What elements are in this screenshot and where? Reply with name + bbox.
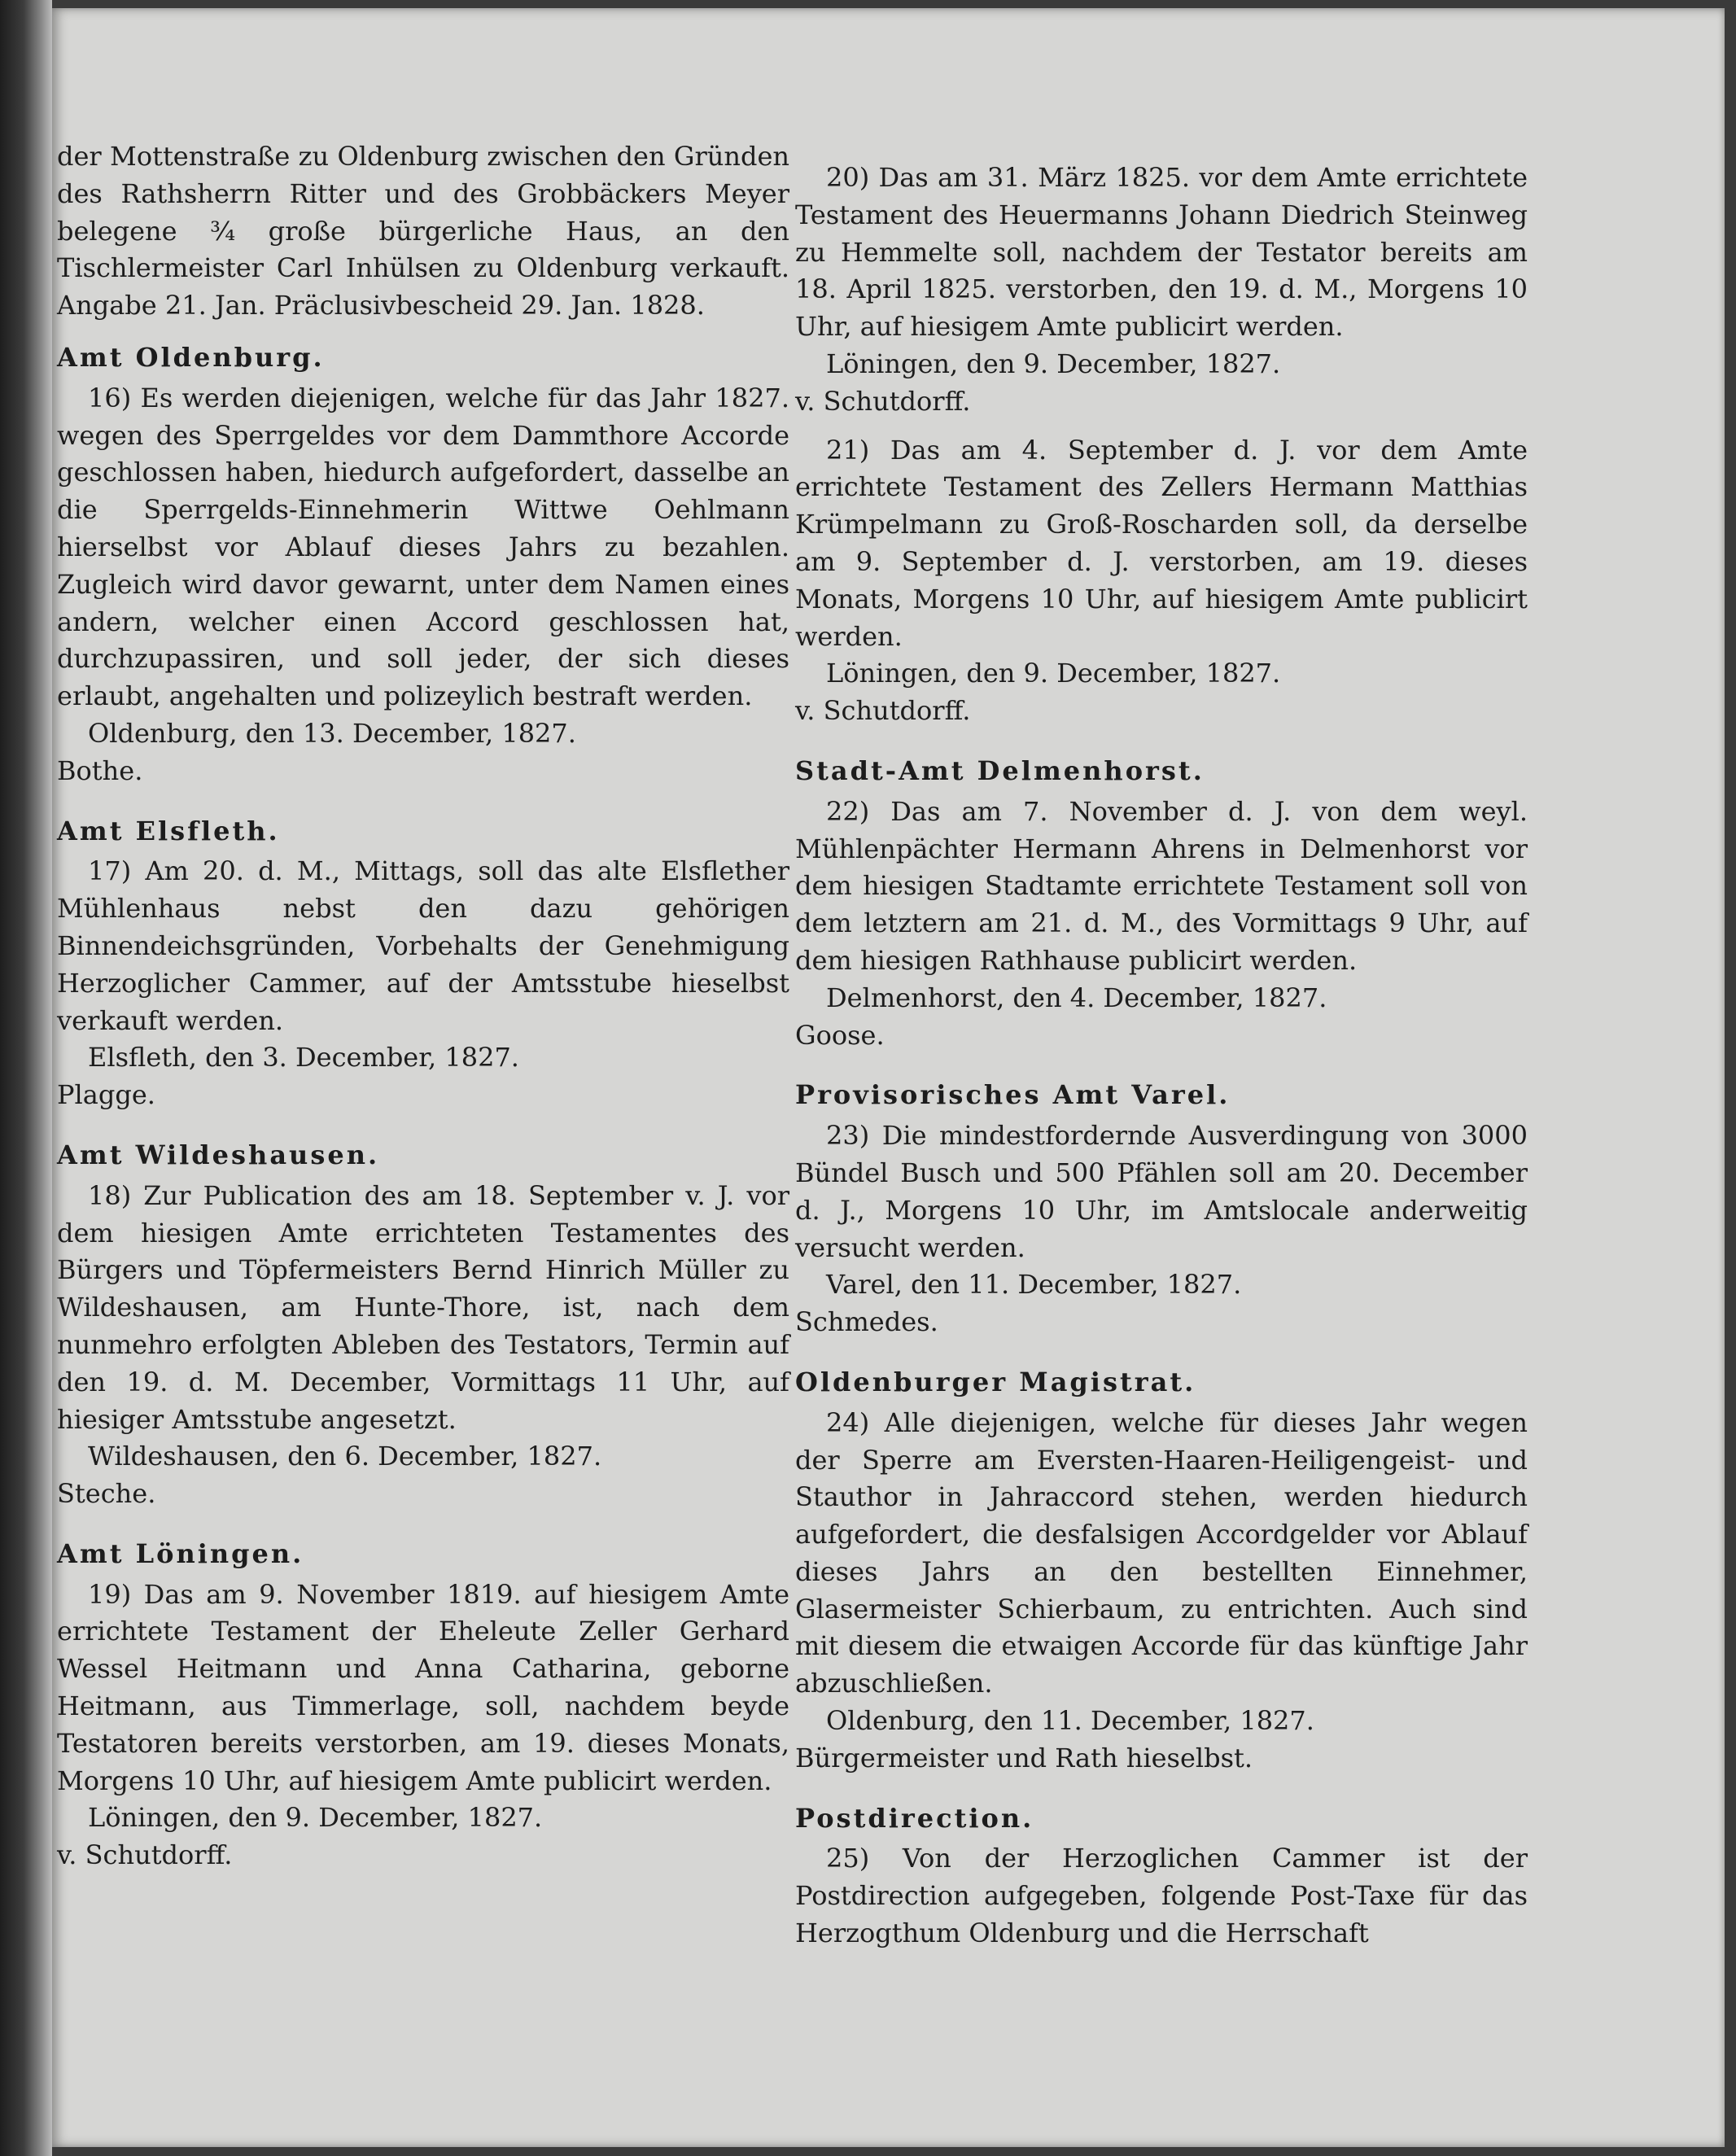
notice-21-signer: v. Schutdorff. [795,695,971,727]
notice-17-place-date: Elsfleth, den 3. December, 1827. [88,1042,519,1074]
notice-18-place-date: Wildeshausen, den 6. December, 1827. [88,1441,602,1472]
notice-22-place-date: Delmenhorst, den 4. December, 1827. [826,982,1327,1013]
section-heading-amt-wildeshausen: Amt Wildeshausen. [57,1139,380,1170]
section-heading-amt-oldenburg: Amt Oldenburg. [57,341,325,373]
notice-24-place-date: Oldenburg, den 11. December, 1827. [826,1705,1314,1737]
document-page [52,8,1725,2147]
right-column [795,160,1528,1953]
notice-19: 19) Das am 9. November 1819. auf hiesigem Amte errichtete Testament der Eheleute Zeller Gerhard Wessel Heitmann und Anna Catharina, geborne Heitmann, aus Timmerlage, soll, nachdem beyde Testatoren bereits verstorben, am 19. dieses Monats, Morgens 10 Uhr, auf hiesigem Amte publicirt werden. [57,1578,789,1796]
notice-16-place-date: Oldenburg, den 13. December, 1827. [88,717,576,749]
notice-19-place-date: Löningen, den 9. December, 1827. [88,1802,543,1834]
notice-16-signer: Bothe. [57,754,143,786]
section-heading-amt-elsfleth: Amt Elsfleth. [57,815,280,846]
notice-25: 25) Von der Herzoglichen Cammer ist der Postdirection aufgegeben, folgende Post-Taxe für das Herzogthum Oldenburg und die Herrschaft [795,1843,1528,1949]
notice-16: 16) Es werden diejenigen, welche für das Jahr 1827. wegen des Sperrgeldes vor dem Dammthore Accorde geschlossen haben, hiedurch aufgefordert, dasselbe an die Sperrgelds-Einnehmerin Wittwe Oehlmann hierselbst vor Ablauf dieses Jahrs zu bezahlen. Zugleich wird davor gewarnt, unter dem Namen eines andern, welcher einen Accord geschlossen hat, durchzupassiren, und soll jeder, der sich dieses erlaubt, angehalten und polizeylich bestraft werden. [57,382,789,712]
notice-22: 22) Das am 7. November d. J. von dem weyl. Mühlenpächter Hermann Ahrens in Delmenhorst vor dem hiesigen Stadtamte errichtete Testament soll von dem letztern am 21. d. M., des Vormittags 9 Uhr, auf dem hiesigen Rathhause publicirt werden. [795,795,1528,976]
notice-24: 24) Alle diejenigen, welche für dieses Jahr wegen der Sperre am Eversten-Haaren-Heiligengeist- und Stauthor in Jahraccord stehen, werden hiedurch aufgefordert, die desfalsigen Accordgelder vor Ablauf dieses Jahrs an den bestellten Einnehmer, Glasermeister Schierbaum, zu entrichten. Auch sind mit diesem die etwaigen Accorde für das künftige Jahr abzuschließen. [795,1406,1528,1699]
left-column [57,138,789,1874]
notice-23-signer: Schmedes. [795,1306,938,1338]
notice-20: 20) Das am 31. März 1825. vor dem Amte errichtete Testament des Heuermanns Johann Diedrich Steinweg zu Hemmelte soll, nachdem der Testator bereits am 18. April 1825. verstorben, den 19. d. M., Morgens 10 Uhr, auf hiesigem Amte publicirt werden. [795,162,1528,343]
section-heading-amt-loeningen: Amt Löningen. [57,1537,304,1569]
notice-17: 17) Am 20. d. M., Mittags, soll das alte Elsflether Mühlenhaus nebst den dazu gehörigen Binnendeichsgründen, Vorbehalts der Genehmigung Herzoglicher Cammer, auf der Amtsstube hieselbst verkauft werden. [57,855,789,1036]
notice-17-signer: Plagge. [57,1079,155,1111]
notice-18-signer: Steche. [57,1478,156,1510]
notice-23-place-date: Varel, den 11. December, 1827. [826,1269,1242,1301]
section-heading-amt-varel: Provisorisches Amt Varel. [795,1079,1231,1111]
section-heading-oldenburger-magistrat: Oldenburger Magistrat. [795,1366,1196,1397]
notice-19-signer: v. Schutdorff. [57,1839,233,1871]
section-heading-postdirection: Postdirection. [795,1802,1034,1834]
notice-20-signer: v. Schutdorff. [795,385,971,417]
notice-18: 18) Zur Publication des am 18. September v. J. vor dem hiesigen Amte errichteten Testamentes des Bürgers und Töpfermeisters Bernd Hinrich Müller zu Wildeshausen, am Hunte-Thore, ist, nach dem nunmehro erfolgten Ableben des Testators, Termin auf den 19. d. M. December, Vormittags 11 Uhr, auf hiesiger Amtsstube angesetzt. [57,1179,789,1435]
notice-23: 23) Die mindestfordernde Ausverdingung von 3000 Bündel Busch und 500 Pfählen soll am 20. December d. J., Morgens 10 Uhr, im Amtslocale anderweitig versucht werden. [795,1120,1528,1263]
notice-20-place-date: Löningen, den 9. December, 1827. [826,348,1281,379]
section-heading-stadt-amt-delmenhorst: Stadt-Amt Delmenhorst. [795,754,1205,786]
notice-22-signer: Goose. [795,1019,885,1051]
notice-15-continuation: der Mottenstraße zu Oldenburg zwischen den Gründen des Rathsherrn Ritter und des Grobbäckers Meyer belegene ¾ große bürgerliche Haus, an den Tischlermeister Carl Inhülsen zu Oldenburg verkauft. Angabe 21. Jan. Präclusivbescheid 29. Jan. 1828. [57,141,789,321]
notice-21: 21) Das am 4. September d. J. vor dem Amte errichtete Testament des Zellers Hermann Matthias Krümpelmann zu Groß-Roscharden soll, da derselbe am 9. September d. J. verstorben, am 19. dieses Monats, Morgens 10 Uhr, auf hiesigem Amte publicirt werden. [795,434,1528,652]
book-binding-edge [0,0,52,2156]
notice-21-place-date: Löningen, den 9. December, 1827. [826,658,1281,689]
notice-24-signer: Bürgermeister und Rath hieselbst. [795,1742,1253,1773]
